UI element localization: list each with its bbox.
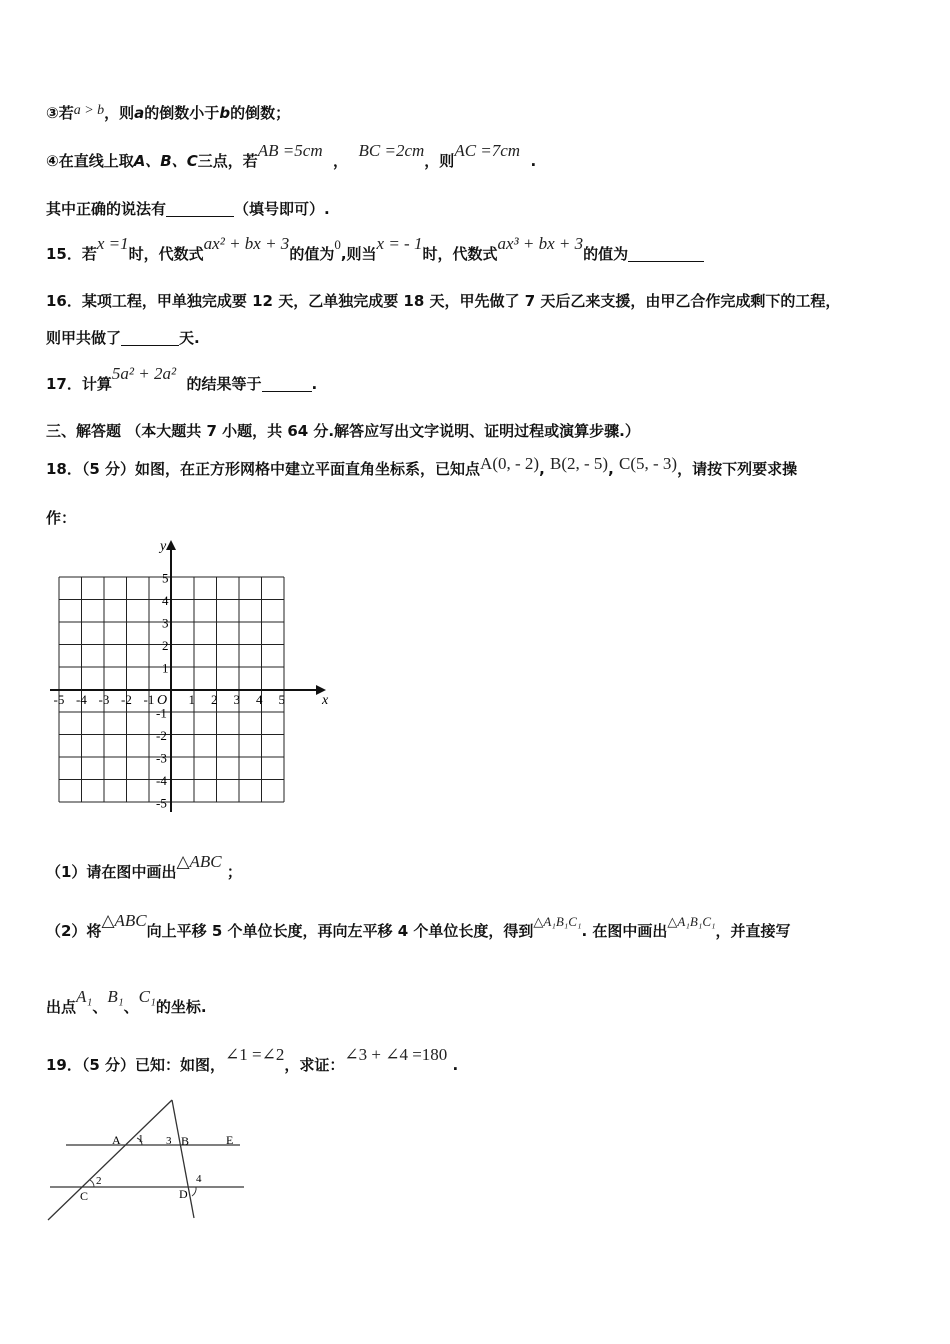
q14-item3: ③若a > b，则a的倒数小于b的倒数； [46,103,291,122]
q19-stem: 19．（5 分）已知：如图，∠1 =∠2，求证：∠3 + ∠4 =180 . [46,1045,459,1074]
q18-part1: （1）请在图中画出△ABC ； [46,852,242,881]
point-b1: B₁ [107,987,124,1006]
x-tick-label: -5 [53,692,65,707]
math-zero: 0 [334,237,341,252]
triangle-abc: △ABC [176,852,222,871]
answer-blank[interactable] [262,390,312,392]
parallel-lines-figure [40,1092,255,1227]
label-b: B [181,1134,190,1148]
transversal-ac [48,1100,172,1220]
y-tick-label: 2 [162,638,169,653]
math-5a2-2a2: 5a² + 2a² [111,364,177,383]
point-c: C(5, - 3) [618,454,678,473]
y-axis-arrow [166,540,176,550]
x-tick-label: 2 [211,692,218,707]
label-d: D [179,1187,188,1201]
math-angle-prove: ∠3 + ∠4 =180 [344,1045,448,1064]
y-tick-label: 5 [162,570,169,586]
math-expr2: ax³ + bx + 3 [497,234,584,253]
q18-part3: 出点A₁、B₁、C₁的坐标. [46,987,207,1016]
q16-line2: 则甲共做了 天. [46,329,200,347]
label-a: A [112,1133,121,1147]
math-ab: AB =5cm [257,141,323,160]
q14-item4: ④在直线上取A、B、C三点，若AB =5cm ， BC =2cm，则AC =7cm . [46,141,537,170]
x-tick-label: 5 [278,692,285,707]
q18-part2: （2）将△ABC向上平移 5 个单位长度，再向左平移 4 个单位长度，得到△A₁B₁C₁. 在图中画出△A₁B₁C₁，并直接写 [46,911,791,940]
angle-2-arc [90,1180,94,1187]
answer-blank[interactable] [166,215,234,217]
answer-blank[interactable] [628,260,704,262]
q18-stem: 18．（5 分）如图，在正方形网格中建立平面直角坐标系，已知点A(0, - 2), B(2, - 5), C(5, - 3)，请按下列要求操 [46,454,798,478]
origin-label: O [157,693,168,708]
y-tick-label: -2 [156,728,167,743]
label-c: C [80,1189,89,1203]
math-a-gt-b: a > b [73,103,105,118]
y-tick-label: -4 [156,773,167,788]
label-angle-3: 3 [166,1135,172,1147]
math-x-eq-neg1: x = - 1 [376,234,423,253]
y-tick-label: 1 [162,660,169,676]
y-tick-label: -3 [156,750,167,766]
x-tick-label: 1 [188,692,195,707]
x-tick-label: -1 [143,692,155,707]
q18-stem-line2: 作： [46,509,77,527]
x-tick-label: -3 [98,692,110,707]
point-c1: C₁ [138,987,156,1006]
math-x-eq-1: x =1 [96,234,129,253]
x-tick-label: 4 [256,692,263,707]
math-angle-given: ∠1 =∠2 [225,1045,285,1064]
label-angle-1: 1 [138,1133,144,1145]
math-bc: BC =2cm [358,141,425,160]
q17: 17．计算5a² + 2a² 的结果等于 . [46,364,318,393]
x-tick-label: -4 [76,692,87,707]
point-b: B(2, - 5) [549,454,609,473]
label-angle-2: 2 [96,1175,102,1187]
y-axis-label: y [160,539,167,554]
y-tick-label: 3 [162,615,169,631]
y-tick-label: 4 [162,593,169,608]
label-angle-4: 4 [196,1173,202,1185]
x-tick-label: -2 [121,692,132,707]
point-a: A(0, - 2) [480,454,540,473]
math-ac: AC =7cm [454,141,521,160]
y-tick-label: -1 [156,705,167,721]
q14-summary: 其中正确的说法有 （填号即可）. [46,200,330,218]
triangle-abc: △ABC [101,911,147,930]
q15: 15．若x =1时，代数式ax² + bx + 3的值为0,则当x = - 1时，代数式ax³ + bx + 3的值为 [46,243,704,264]
answer-blank[interactable] [121,344,179,346]
x-tick-label: 3 [233,692,240,707]
y-tick-label: -5 [156,795,167,811]
triangle-a1b1c1: △A₁B₁C₁ [667,914,716,929]
angle-4-arc [192,1187,196,1196]
x-tick-labels [54,692,286,707]
triangle-a1b1c1: △A₁B₁C₁ [533,914,582,929]
q16-line1: 16．某项工程，甲单独完成要 12 天，乙单独完成要 18 天，甲先做了 7 天后乙来支援，由甲乙合作完成剩下的工程， [46,292,841,310]
section3-title: 三、解答题 （本大题共 7 小题，共 64 分.解答应写出文字说明、证明过程或演算步骤.） [46,422,640,440]
point-a1: A₁ [76,987,93,1006]
math-expr1: ax² + bx + 3 [203,234,290,253]
x-axis-label: x [322,693,329,708]
coordinate-grid [44,536,344,816]
label-e: E [226,1133,234,1147]
